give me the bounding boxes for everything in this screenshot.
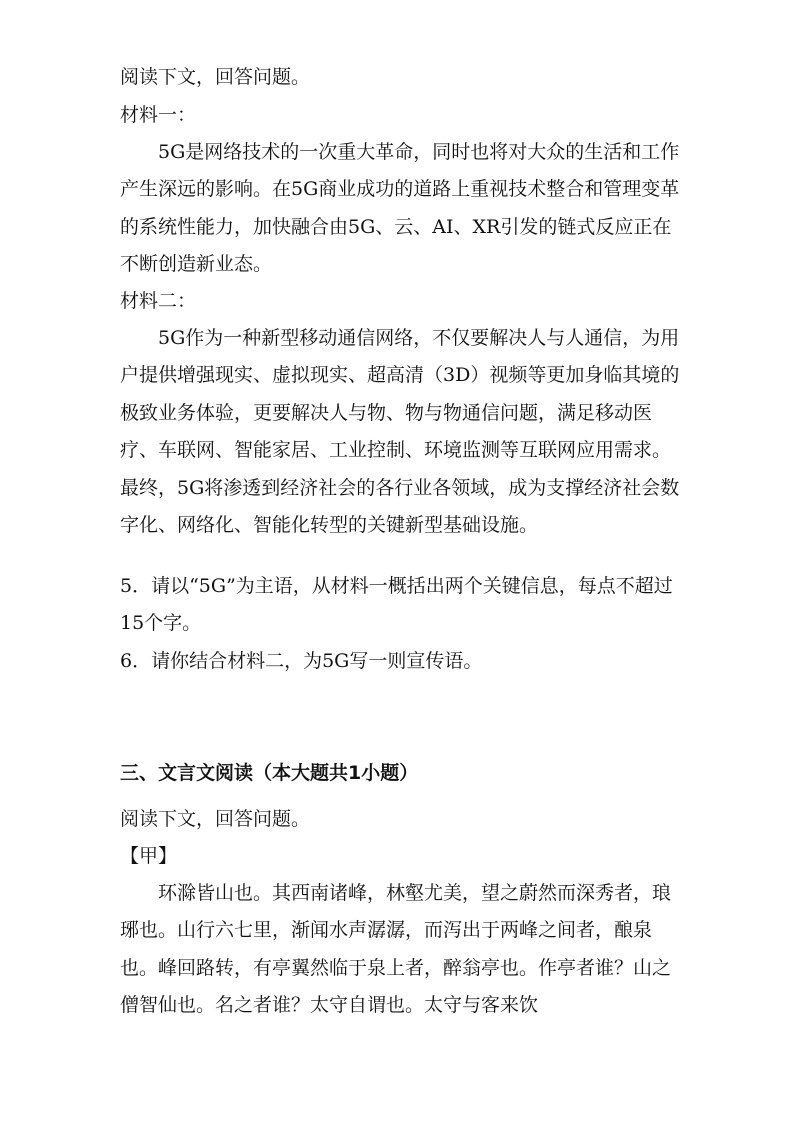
material2-label: 材料二： [120, 290, 197, 312]
question-6: 6．请你结合材料二，为5G写一则宣传语。 [120, 650, 483, 672]
passage-text: 环滁皆山也。其西南诸峰，林壑尤美，望之蔚然而深秀者，琅琊也。山行六七里，渐闻水声潺潺，而泻出于两峰之间者，酿泉也。峰回路转，有亭翼然临于泉上者，醉翁亭也。作亭者谁？山之僧智仙也。名之者谁？太守自谓也。太守与客来饮 [120, 882, 672, 1017]
section2-intro: 阅读下文，回答问题。 [120, 66, 311, 88]
passage-label: 【甲】 [120, 845, 178, 867]
material2-text: 5G作为一种新型移动通信网络，不仅要解决人与人通信，为用户提供增强现实、虚拟现实、超高清（3D）视频等更加身临其境的极致业务体验，更要解决人与物、物与物通信问题，满足移动医疗、车联网、智能家居、工业控制、环境监测等互联网应用需求。最终，5G将渗透到经济社会的各行业各领域，成为支撑经济社会数字化、网络化、智能化转型的关键新型基础设施。 [120, 327, 680, 537]
section3-heading: 三、文言文阅读（本大题共1小题） [120, 762, 419, 784]
material1-text: 5G是网络技术的一次重大革命，同时也将对大众的生活和工作产生深远的影响。在5G商业成功的道路上重视技术整合和管理变革的系统性能力，加快融合由5G、云、AI、XR引发的链式反应正在不断创造新业态。 [120, 141, 680, 276]
material1-label: 材料一： [120, 104, 197, 126]
section3-intro: 阅读下文，回答问题。 [120, 808, 311, 830]
question-5: 5．请以“5G”为主语，从材料一概括出两个关键信息，每点不超过15个字。 [120, 575, 673, 635]
